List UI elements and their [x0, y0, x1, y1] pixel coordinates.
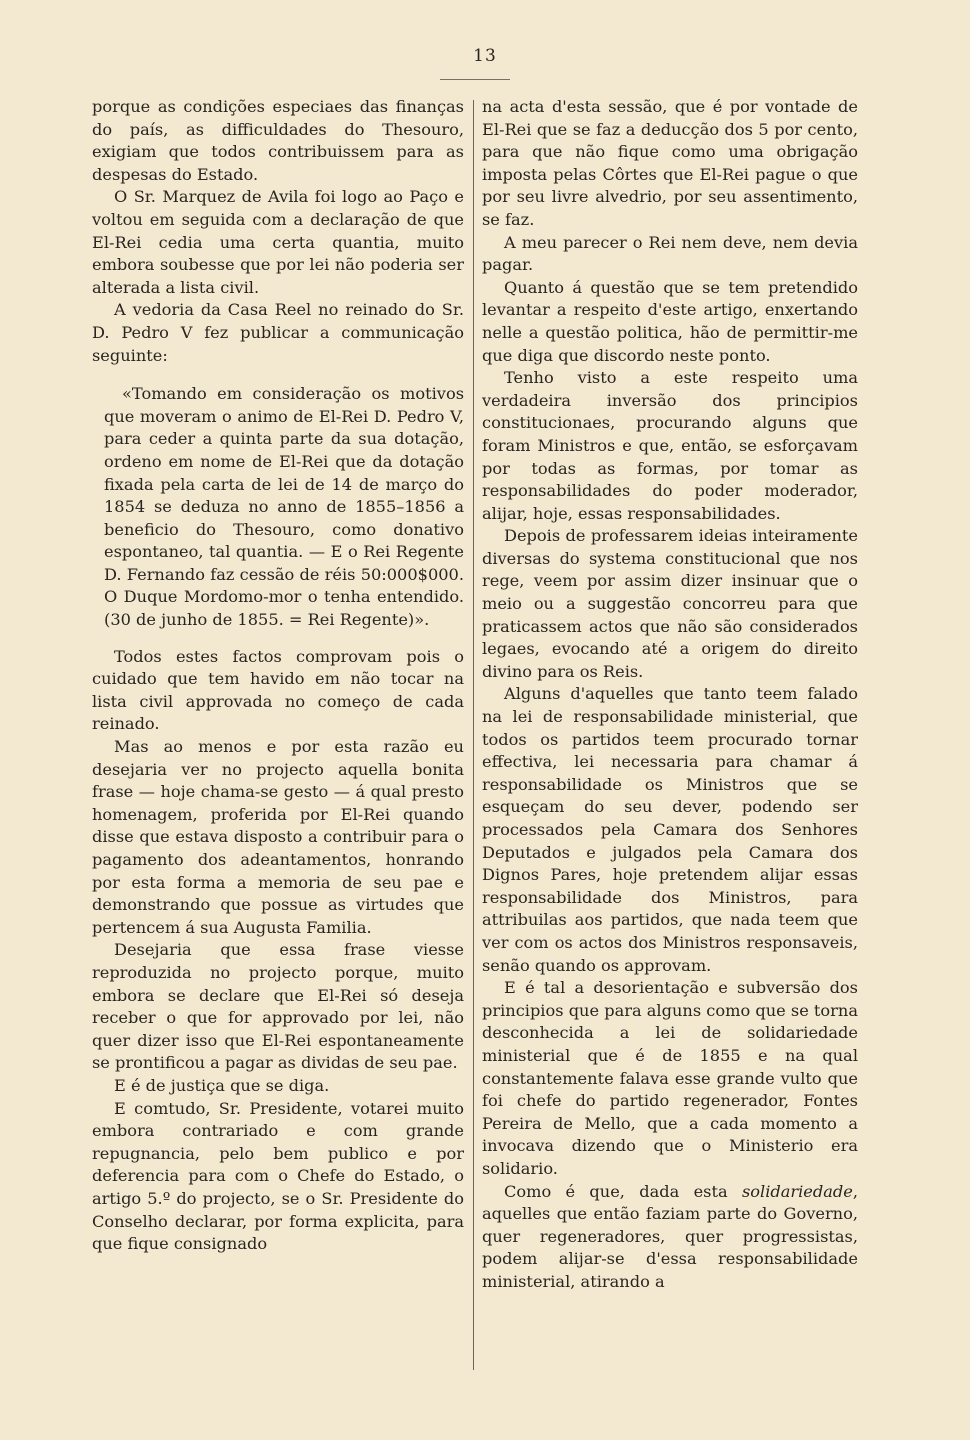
- paragraph: E é de justiça que se diga.: [114, 1075, 330, 1095]
- header-rule: [440, 79, 510, 80]
- paragraph: porque as condições especiaes das finanças do país, as difficuldades do Thesouro, exigiam que todos contribuissem para as despesas do Estado.: [92, 97, 464, 184]
- paragraph: O Sr. Marquez de Avila foi logo ao Paço e voltou em seguida com a declaração de que El-Rei cedia uma certa quantia, muito embora soubesse que por lei não poderia ser alterada a lista civil.: [92, 187, 464, 297]
- paragraph: E é tal a desorientação e subversão dos principios que para alguns como que se torna desconhecida a lei de solidariedade ministerial que é de 1855 e na qual constantemente falava esse grande vulto que foi chefe do partido regenerador, Fontes Pereira de Mello, que a cada momento a invocava dizendo que o Ministerio era solidario.: [482, 978, 858, 1178]
- paragraph: Mas ao menos e por esta razão eu desejaria ver no projecto aquella bonita frase — hoje chama-se gesto — á qual presto homenagem, proferida por El-Rei quando disse que estava disposto a contribuir para o pagamento dos adeantamentos, honrando por esta forma a memoria de seu pae e demonstrando que possue as virtudes que pertencem á sua Augusta Familia.: [92, 737, 464, 937]
- quoted-communication: «Tomando em consideração os motivos que moveram o animo de El-Rei D. Pedro V, para ceder a quinta parte da sua dotação, ordeno em nome de El-Rei que da dotação fixada pela carta de lei de 14 de março do 1854 se deduza no anno de 1855–1856 a beneficio do Thesouro, como donativo espontaneo, tal quantia. — E o Rei Regente D. Fernando faz cessão de réis 50:000$000. O Duque Mordomo-mor o tenha entendido. (30 de junho de 1855. = Rei Regente)».: [104, 384, 464, 630]
- paragraph: A vedoria da Casa Reel no reinado do Sr. D. Pedro V fez publicar a communicação seguinte:: [92, 300, 464, 365]
- italic-phrase: solidariedade: [741, 1181, 853, 1201]
- right-column: [482, 96, 858, 1293]
- paragraph: Como é que, dada esta solidariedade, aquelles que então faziam parte do Governo, quer regeneradores, quer progressistas, podem alijar-se d'essa responsabilidade ministerial, atirando a: [482, 1181, 858, 1291]
- paragraph: na acta d'esta sessão, que é por vontade de El-Rei que se faz a deducção dos 5 por cento, para que não fique como uma obrigação imposta pelas Côrtes que El-Rei pague o que por seu livre alvedrio, por seu assentimento, se faz.: [482, 97, 858, 229]
- paragraph: Tenho visto a este respeito uma verdadeira inversão dos principios constitucionaes, procurando alguns que foram Ministros e que, então, se esforçavam por todas as formas, por tomar as responsabilidades do poder moderador, alijar, hoje, essas responsabilidades.: [482, 368, 858, 523]
- left-column: [92, 96, 464, 1256]
- paragraph: Alguns d'aquelles que tanto teem falado na lei de responsabilidade ministerial, que todos os partidos teem procurado tornar effectiva, lei necessaria para chamar á responsabilidade os Ministros que se esqueçam do seu dever, podendo ser processados pela Camara dos Senhores Deputados e julgados pela Camara dos Dignos Pares, hoje pretendem alijar essas responsabilidade dos Ministros, para attribuilas aos partidos, que nada teem que ver com os actos dos Ministros responsaveis, senão quando os approvam.: [482, 684, 858, 975]
- paragraph: Quanto á questão que se tem pretendido levantar a respeito d'este artigo, enxertando nelle a questão politica, hão de permittir-me que diga que discordo neste ponto.: [482, 277, 858, 365]
- paragraph: Todos estes factos comprovam pois o cuidado que tem havido em não tocar na lista civil approvada no começo de cada reinado.: [92, 646, 464, 734]
- paragraph: Depois de professarem ideias inteiramente diversas do systema constitucional que nos rege, veem por assim dizer insinuar que o meio ou a suggestão concorreu para que praticassem actos que não são considerados legaes, evocando até a origem do direito divino para os Reis.: [482, 526, 858, 681]
- paragraph: A meu parecer o Rei nem deve, nem devia pagar.: [482, 232, 858, 275]
- paragraph: E comtudo, Sr. Presidente, votarei muito embora contrariado e com grande repugnancia, pelo bem publico e por deferencia para com o Chefe do Estado, o artigo 5.º do projecto, se o Sr. Presidente do Conselho declarar, por forma explicita, para que fique consignado: [92, 1098, 464, 1254]
- paragraph: Desejaria que essa frase viesse reproduzida no projecto porque, muito embora se declare que El-Rei só deseja receber o que for approvado por lei, não quer dizer isso que El-Rei espontaneamente se prontificou a pagar as dividas de seu pae.: [92, 940, 464, 1073]
- column-divider: [473, 100, 474, 1370]
- page-number: 13: [473, 46, 497, 66]
